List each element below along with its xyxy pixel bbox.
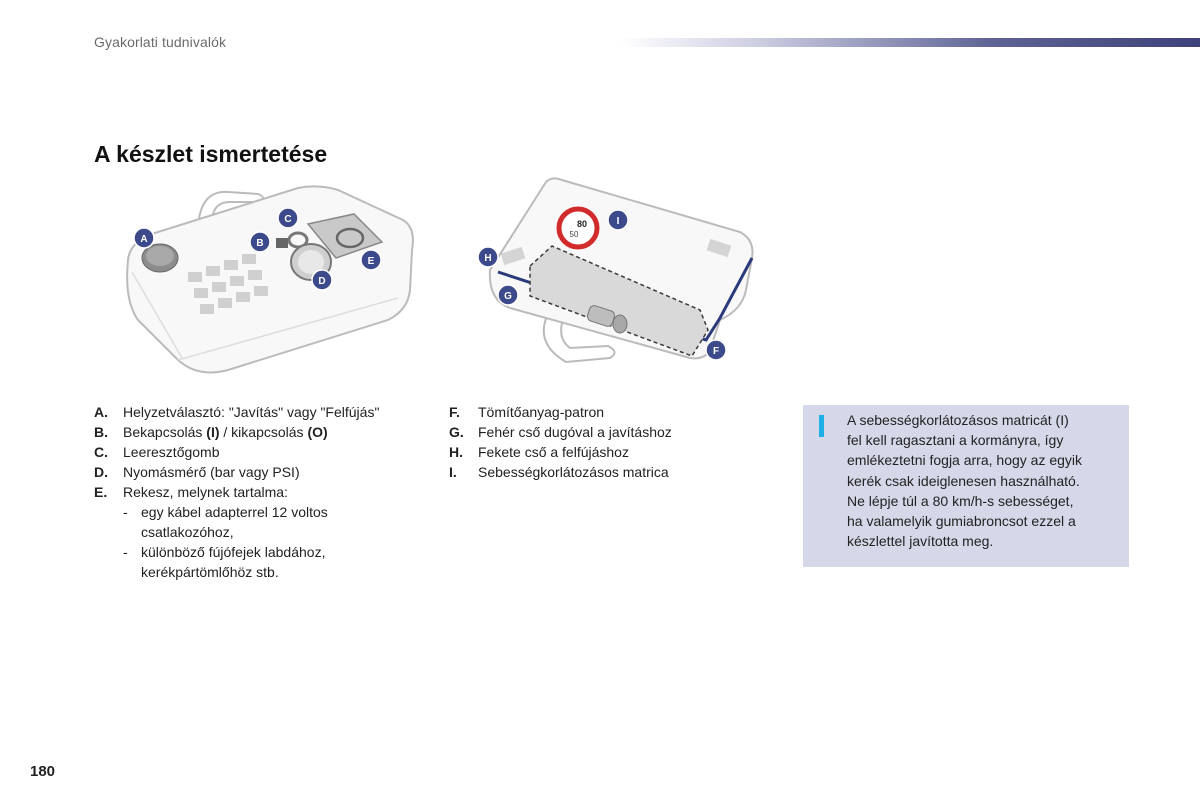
kit-underside-illustration [470,170,770,370]
legend-text: Leeresztőgomb [123,444,220,460]
label-h: H [484,253,492,264]
info-line: kerék csak ideiglenesen használható. [847,472,1080,489]
legend-subitem-line: egy kábel adapterrel 12 voltos [141,504,328,520]
legend-left [94,402,424,582]
legend-text: Bekapcsolás (I) / kikapcsolás (O) [123,424,328,440]
legend-text: Tömítőanyag-patron [478,404,605,420]
info-text [847,410,1117,551]
legend-key: H. [449,444,463,460]
legend-key: C. [94,444,108,460]
section-title: Gyakorlati tudnivalók [94,34,227,50]
compressor-kit-illustration [118,180,418,380]
label-b: B [256,238,264,249]
legend-subitem [94,542,424,582]
legend-text: Nyomásmérő (bar vagy PSI) [123,464,300,480]
legend-item-d [94,462,424,482]
legend-key: E. [94,484,108,500]
legend-subitem [94,502,424,542]
label-g: G [504,291,512,302]
info-line: A sebességkorlátozásos matricát (I) [847,412,1069,428]
legend-dash: - [123,544,128,560]
legend-item-c [94,442,424,462]
info-icon [819,415,824,437]
sticker-bottom-number: 50 [569,230,579,239]
legend-right [449,402,749,482]
info-line: fel kell ragasztani a kormányra, így [847,432,1064,449]
legend-item-g [449,422,749,442]
legend-item-f [449,402,749,422]
info-line: ha valamelyik gumiabroncsot ezzel a [847,513,1076,530]
legend-dash: - [123,504,128,520]
info-line: készlettel javította meg. [847,533,994,550]
page-title: A készlet ismertetése [94,141,328,168]
legend-key: D. [94,464,108,480]
legend-text: Sebességkorlátozásos matrica [478,464,669,480]
legend-text: Rekesz, melynek tartalma: [123,484,288,500]
sticker-top-number: 80 [576,219,588,229]
legend-text: Fehér cső dugóval a javításhoz [478,424,672,440]
info-box [803,405,1129,567]
legend-item-e [94,482,424,502]
legend-subitem-line: különböző fújófejek labdához, [141,544,326,560]
label-e: E [367,256,375,267]
legend-item-b [94,422,424,442]
legend-key: I. [449,464,457,480]
label-a: A [140,234,148,245]
legend-key: A. [94,404,108,420]
legend-item-h [449,442,749,462]
legend-item-a [94,402,424,422]
label-i: I [616,216,620,227]
legend-text: Helyzetválasztó: "Javítás" vagy "Felfújás" [123,404,380,420]
label-d: D [318,276,326,287]
legend-text: Fekete cső a felfújáshoz [478,444,629,460]
legend-item-i [449,462,749,482]
info-line: emlékeztetni fogja arra, hogy az egyik [847,452,1083,469]
legend-key: G. [449,424,464,440]
label-c: C [284,214,292,225]
legend-subitem-line: csatlakozóhoz, [141,524,234,540]
legend-key: B. [94,424,108,440]
legend-subitem-line: kerékpártömlőhöz stb. [141,564,279,580]
page-number: 180 [30,763,56,780]
info-line: Ne lépje túl a 80 km/h-s sebességet, [847,492,1074,509]
legend-key: F. [449,404,460,420]
header-bar [620,38,1200,47]
label-f: F [712,346,720,357]
